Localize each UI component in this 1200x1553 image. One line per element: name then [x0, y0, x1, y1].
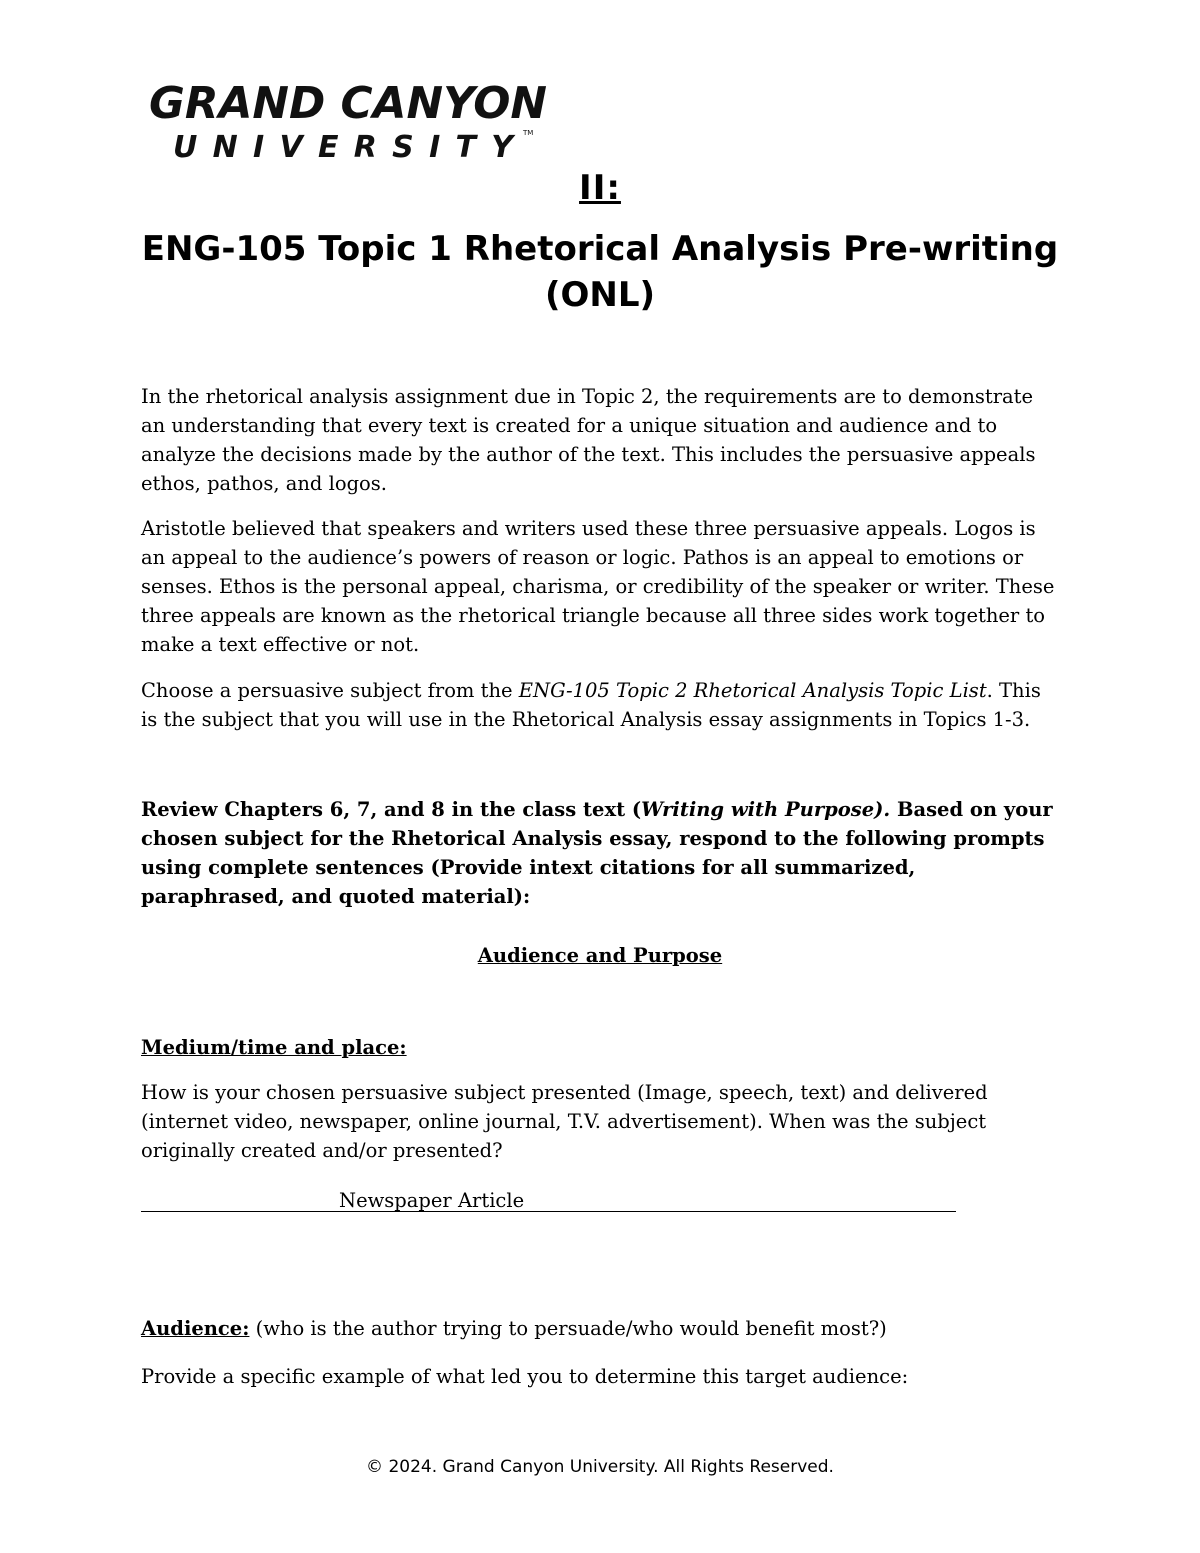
answer-blank-right — [524, 1189, 956, 1212]
instructions-paragraph — [141, 795, 1061, 911]
audience-question: (who is the author trying to persuade/who would benefit most?) — [249, 1317, 887, 1340]
medium-label-text: Medium/time and place: — [141, 1036, 407, 1059]
subject-text-start: Choose a persuasive subject from the — [141, 679, 519, 702]
copyright-footer: © 2024. Grand Canyon University. All Rights Reserved. — [366, 1457, 834, 1477]
audience-label: Audience: — [141, 1317, 250, 1340]
logo-line1: GRAND CANYON — [149, 78, 547, 129]
instructions-text-end: Based on your chosen subject for the Rhetorical Analysis essay, respond to the following prompts using complete sentences (Provide intext citations for all summarized, paraphrased, and quoted material): — [141, 798, 1053, 908]
medium-question: How is your chosen persuasive subject presented (Image, speech, text) and delivered (internet video, newspaper, online journal, T.V. advertisement). When was the subject originally created and/or presented? — [141, 1081, 988, 1162]
university-logo-graphic — [147, 78, 567, 162]
topic-list-title: ENG-105 Topic 2 Rhetorical Analysis Topic List — [518, 679, 987, 702]
university-logo — [147, 78, 567, 162]
audience-prompt — [141, 1317, 887, 1340]
subject-text-end: . This is the subject that you will use in the Rhetorical Analysis essay assignments in Topics 1-3. — [141, 679, 1041, 731]
appeals-paragraph: Aristotle believed that speakers and writers used these three persuasive appeals. Logos is an appeal to the audience’s powers of reason or logic. Pathos is an appeal to emotions or senses. Ethos is the personal appeal, charisma, or credibility of the speaker or writer. These three appeals are known as the rhetorical triangle because all three sides work together to make a text effective or not. — [141, 517, 1055, 656]
subject-paragraph — [141, 676, 1061, 734]
audience-example-prompt: Provide a specific example of what led you to determine this target audience: — [141, 1365, 909, 1388]
student-id-line: II: — [579, 168, 621, 208]
logo-line2: UNIVERSITY — [173, 130, 513, 162]
logo-trademark: TM — [523, 129, 534, 137]
intro-paragraph: In the rhetorical analysis assignment due in Topic 2, the requirements are to demonstrate an understanding that every text is created for a unique situation and audience and to analyze the decisions made by the author of the text. This includes the persuasive appeals ethos, pathos, and logos. — [141, 385, 1036, 495]
section-heading: Audience and Purpose — [477, 944, 723, 967]
answer-blank-left — [141, 1189, 339, 1212]
medium-answer-field[interactable] — [141, 1182, 956, 1212]
instructions-text-start: Review Chapters 6, 7, and 8 in the class text ( — [141, 798, 642, 821]
document-title: ENG-105 Topic 1 Rhetorical Analysis Pre-writing (ONL) — [141, 229, 1059, 315]
medium-answer-text: Newspaper Article — [339, 1189, 525, 1212]
medium-label — [141, 1036, 407, 1059]
class-text-title: Writing with Purpose). — [641, 798, 891, 821]
